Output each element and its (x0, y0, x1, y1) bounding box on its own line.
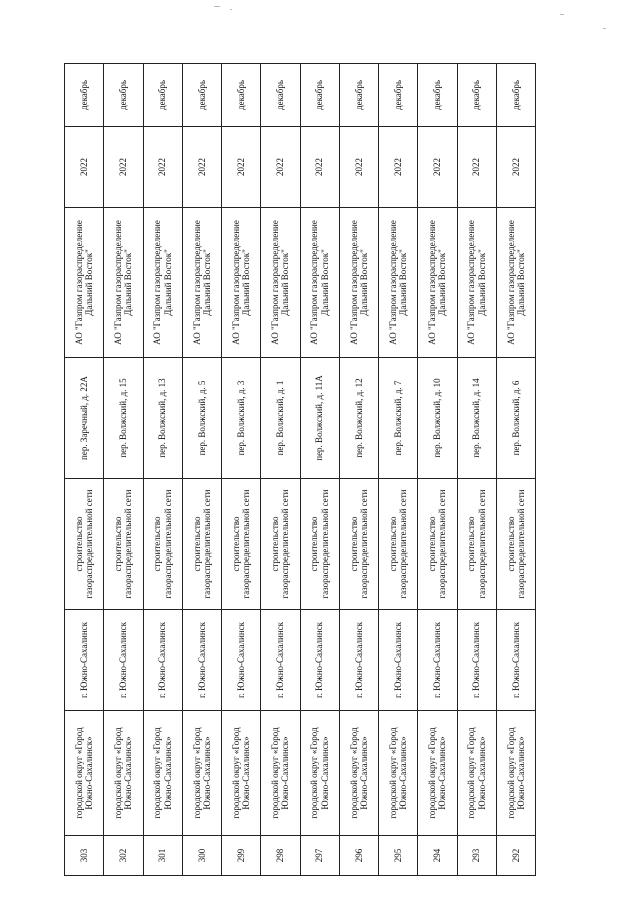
municipality-cell: городской округ «Город Южно-Сахалинск» (496, 711, 535, 836)
city-cell: г. Южно-Сахалинск (300, 610, 339, 711)
scan-speck (214, 6, 220, 7)
year-cell: 2022 (418, 127, 457, 208)
row-number-cell: 297 (300, 836, 339, 876)
month-cell: декабрь (496, 64, 535, 127)
row-number-cell: 300 (182, 836, 221, 876)
year-cell: 2022 (104, 127, 143, 208)
month-cell: декабрь (339, 64, 378, 127)
city-cell: г. Южно-Сахалинск (496, 610, 535, 711)
month-cell: декабрь (418, 64, 457, 127)
year-cell: 2022 (379, 127, 418, 208)
work-type-cell: строительство газораспределительной сети (182, 479, 221, 610)
table-row (379, 64, 418, 876)
month-cell: декабрь (65, 64, 104, 127)
year-cell: 2022 (182, 127, 221, 208)
month-cell: декабрь (261, 64, 300, 127)
month-cell: декабрь (379, 64, 418, 127)
organization-cell: АО "Газпром газораспределение Дальний Восток" (379, 208, 418, 358)
table-row (104, 64, 143, 876)
row-number-cell: 301 (143, 836, 182, 876)
work-type-cell: строительство газораспределительной сети (222, 479, 261, 610)
city-cell: г. Южно-Сахалинск (182, 610, 221, 711)
address-cell: пер. Волжский, д. 11А (300, 358, 339, 479)
municipality-cell: городской округ «Город Южно-Сахалинск» (379, 711, 418, 836)
work-type-cell: строительство газораспределительной сети (261, 479, 300, 610)
table-wrapper (64, 64, 536, 876)
address-cell: пер. Волжский, д. 1 (261, 358, 300, 479)
month-cell: декабрь (182, 64, 221, 127)
organization-cell: АО "Газпром газораспределение Дальний Восток" (65, 208, 104, 358)
row-number-cell: 296 (339, 836, 378, 876)
city-cell: г. Южно-Сахалинск (143, 610, 182, 711)
address-cell: пер. Заречный, д. 22А (65, 358, 104, 479)
table-row (339, 64, 378, 876)
work-type-cell: строительство газораспределительной сети (496, 479, 535, 610)
row-number-cell: 294 (418, 836, 457, 876)
organization-cell: АО "Газпром газораспределение Дальний Восток" (104, 208, 143, 358)
address-cell: пер. Волжский, д. 14 (457, 358, 496, 479)
year-cell: 2022 (300, 127, 339, 208)
city-cell: г. Южно-Сахалинск (65, 610, 104, 711)
row-number-cell: 299 (222, 836, 261, 876)
municipality-cell: городской округ «Город Южно-Сахалинск» (65, 711, 104, 836)
row-number-cell: 295 (379, 836, 418, 876)
row-number-cell: 293 (457, 836, 496, 876)
table-row (261, 64, 300, 876)
city-cell: г. Южно-Сахалинск (104, 610, 143, 711)
organization-cell: АО "Газпром газораспределение Дальний Восток" (339, 208, 378, 358)
municipality-cell: городской округ «Город Южно-Сахалинск» (222, 711, 261, 836)
city-cell: г. Южно-Сахалинск (339, 610, 378, 711)
row-number-cell: 303 (65, 836, 104, 876)
organization-cell: АО "Газпром газораспределение Дальний Восток" (182, 208, 221, 358)
address-cell: пер. Волжский, д. 12 (339, 358, 378, 479)
table-row (182, 64, 221, 876)
municipality-cell: городской округ «Город Южно-Сахалинск» (182, 711, 221, 836)
city-cell: г. Южно-Сахалинск (222, 610, 261, 711)
row-number-cell: 292 (496, 836, 535, 876)
work-type-cell: строительство газораспределительной сети (65, 479, 104, 610)
city-cell: г. Южно-Сахалинск (379, 610, 418, 711)
municipality-cell: городской округ «Город Южно-Сахалинск» (104, 711, 143, 836)
month-cell: декабрь (104, 64, 143, 127)
work-type-cell: строительство газораспределительной сети (418, 479, 457, 610)
organization-cell: АО "Газпром газораспределение Дальний Восток" (300, 208, 339, 358)
work-type-cell: строительство газораспределительной сети (300, 479, 339, 610)
row-number-cell: 302 (104, 836, 143, 876)
organization-cell: АО "Газпром газораспределение Дальний Восток" (418, 208, 457, 358)
year-cell: 2022 (222, 127, 261, 208)
municipality-cell: городской округ «Город Южно-Сахалинск» (339, 711, 378, 836)
work-type-cell: строительство газораспределительной сети (457, 479, 496, 610)
table-row (418, 64, 457, 876)
work-type-cell: строительство газораспределительной сети (339, 479, 378, 610)
table-row (143, 64, 182, 876)
address-cell: пер. Волжский, д. 13 (143, 358, 182, 479)
organization-cell: АО "Газпром газораспределение Дальний Восток" (457, 208, 496, 358)
table-row (222, 64, 261, 876)
municipality-cell: городской округ «Город Южно-Сахалинск» (300, 711, 339, 836)
month-cell: декабрь (457, 64, 496, 127)
month-cell: декабрь (300, 64, 339, 127)
organization-cell: АО "Газпром газораспределение Дальний Восток" (261, 208, 300, 358)
municipality-cell: городской округ «Город Южно-Сахалинск» (143, 711, 182, 836)
city-cell: г. Южно-Сахалинск (457, 610, 496, 711)
year-cell: 2022 (65, 127, 104, 208)
scan-speck (230, 9, 232, 10)
year-cell: 2022 (457, 127, 496, 208)
row-number-cell: 298 (261, 836, 300, 876)
year-cell: 2022 (261, 127, 300, 208)
municipality-cell: городской округ «Город Южно-Сахалинск» (457, 711, 496, 836)
address-cell: пер. Волжский, д. 6 (496, 358, 535, 479)
work-type-cell: строительство газораспределительной сети (104, 479, 143, 610)
year-cell: 2022 (143, 127, 182, 208)
table-row (300, 64, 339, 876)
gas-network-register-table (64, 63, 536, 876)
address-cell: пер. Волжский, д. 10 (418, 358, 457, 479)
month-cell: декабрь (143, 64, 182, 127)
organization-cell: АО "Газпром газораспределение Дальний Восток" (143, 208, 182, 358)
work-type-cell: строительство газораспределительной сети (379, 479, 418, 610)
scan-speck (560, 14, 564, 15)
month-cell: декабрь (222, 64, 261, 127)
table-row (65, 64, 104, 876)
address-cell: пер. Волжский, д. 5 (182, 358, 221, 479)
city-cell: г. Южно-Сахалинск (418, 610, 457, 711)
address-cell: пер. Волжский, д. 15 (104, 358, 143, 479)
scan-speck (603, 28, 606, 29)
municipality-cell: городской округ «Город Южно-Сахалинск» (261, 711, 300, 836)
year-cell: 2022 (339, 127, 378, 208)
table-row (457, 64, 496, 876)
organization-cell: АО "Газпром газораспределение Дальний Восток" (496, 208, 535, 358)
table-row (496, 64, 535, 876)
municipality-cell: городской округ «Город Южно-Сахалинск» (418, 711, 457, 836)
year-cell: 2022 (496, 127, 535, 208)
rotated-table-container (64, 64, 536, 876)
work-type-cell: строительство газораспределительной сети (143, 479, 182, 610)
address-cell: пер. Волжский, д. 7 (379, 358, 418, 479)
city-cell: г. Южно-Сахалинск (261, 610, 300, 711)
address-cell: пер. Волжский, д. 3 (222, 358, 261, 479)
organization-cell: АО "Газпром газораспределение Дальний Восток" (222, 208, 261, 358)
